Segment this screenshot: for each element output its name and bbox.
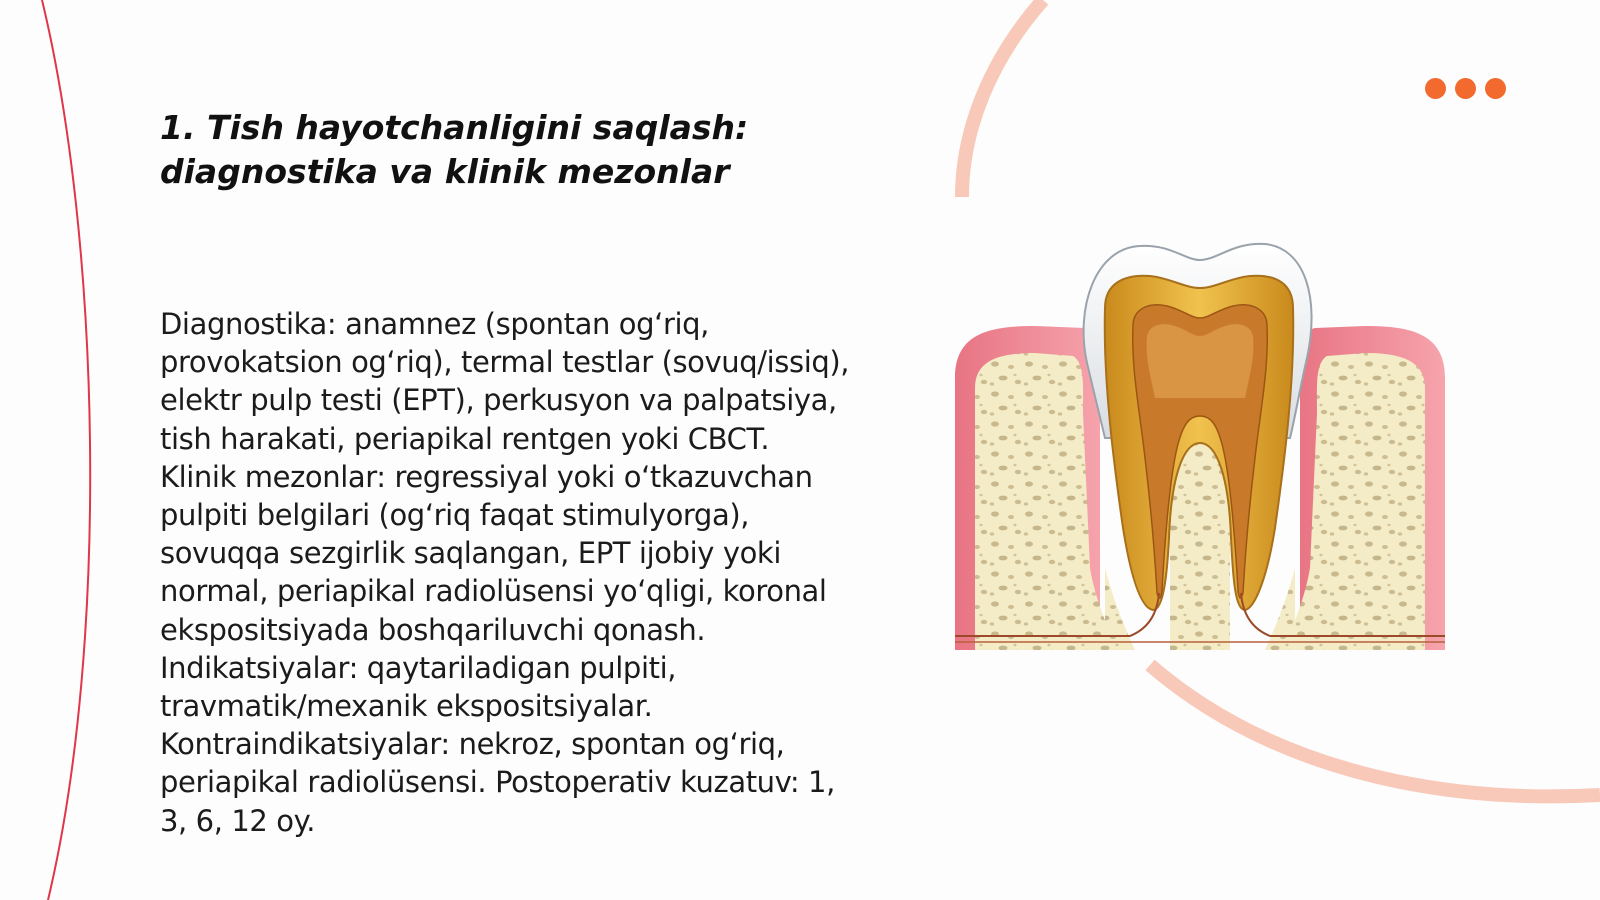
dot-icon bbox=[1425, 78, 1446, 99]
left-arc-line bbox=[42, 0, 90, 900]
tooth-cross-section-illustration bbox=[955, 238, 1445, 663]
dot-icon bbox=[1455, 78, 1476, 99]
ring-segment-top bbox=[962, 0, 1043, 197]
title-line-1: 1. Tish hayotchanligini saqlash: bbox=[160, 108, 749, 147]
title-line-2: diagnostika va klinik mezonlar bbox=[160, 152, 730, 191]
slide-title bbox=[160, 106, 840, 194]
ellipsis-icon bbox=[1425, 78, 1515, 100]
dot-icon bbox=[1485, 78, 1506, 99]
ring-segment-bottom bbox=[1150, 665, 1600, 796]
slide-body-text: Diagnostika: anamnez (spontan og‘riq, provokatsion og‘riq), termal testlar (sovuq/issiq), elektr pulp testi (EPT), perkusyon va palpatsiya, tish harakati, periapikal rentgen yoki CBCT. Klinik mezonlar: regressiyal yoki o‘tkazuvchan pulpiti belgilari (og‘riq faqat stimulyorga), sovuqqa sezgirlik saqlangan, EPT ijobiy yoki normal, periapikal radiolüsensi yo‘qligi, koronal ekspositsiyada boshqariluvchi qonash. Indikatsiyalar: qaytariladigan pulpiti, travmatik/mexanik ekspositsiyalar. Kontraindikatsiyalar: nekroz, spontan og‘riq, periapikal radiolüsensi. Postoperativ kuzatuv: 1, 3, 6, 12 oy. bbox=[160, 307, 850, 838]
